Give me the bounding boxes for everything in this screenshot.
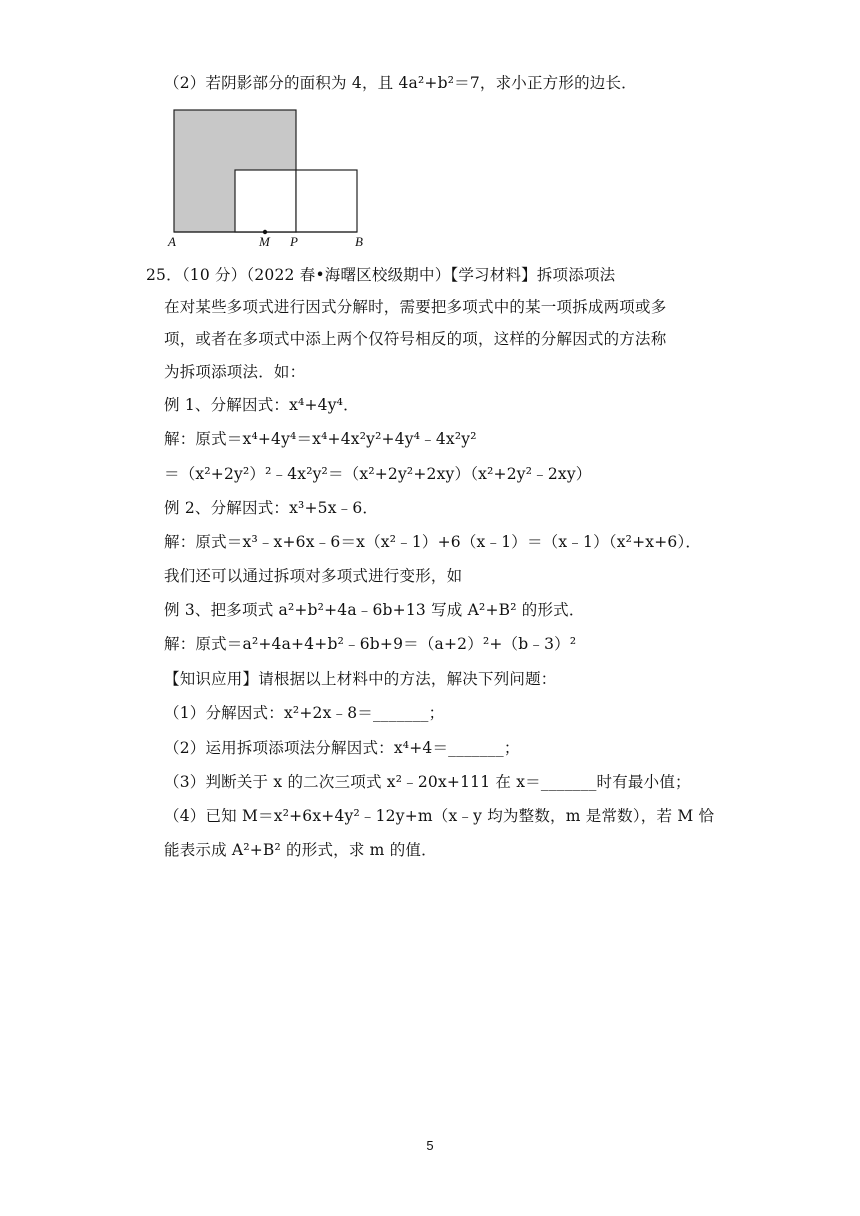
example-1: 例 1、分解因式：x⁴+4y⁴． [164,396,359,414]
question-2-previous: （2）若阴影部分的面积为 4，且 4a²+b²＝7，求小正方形的边长． [164,74,637,92]
label-a: A [168,234,176,248]
problem-1: （1）分解因式：x²+2x﹣8＝_______； [164,704,445,722]
problem-4-line-1: （4）已知 M＝x²+6x+4y²﹣12y+m（x﹣y 均为整数，m 是常数），若 M 恰 [164,807,715,825]
intro-line-3: 为拆项添项法．如： [164,363,306,381]
example-1-solution-2: ＝（x²+2y²）²﹣4x²y²＝（x²+2y²+2xy）（x²+2y²﹣2xy） [164,465,592,483]
example-3-solution: 解：原式＝a²+4a+4+b²﹣6b+9＝（a+2）²+（b﹣3）² [164,635,577,653]
small-square-left [235,170,296,232]
problem-3: （3）判断关于 x 的二次三项式 x²﹣20x+111 在 x＝_______时有最小值； [164,773,691,791]
problem-4-line-2: 能表示成 A²+B² 的形式，求 m 的值． [164,841,437,859]
example-2-solution: 解：原式＝x³﹣x+6x﹣6＝x（x²﹣1）+6（x﹣1）＝（x﹣1）（x²+x+6）． [164,533,702,551]
example-3: 例 3、把多项式 a²+b²+4a﹣6b+13 写成 A²+B² 的形式． [164,601,585,619]
knowledge-application: 【知识应用】请根据以上材料中的方法，解决下列问题： [164,670,557,688]
label-m: M [259,234,270,248]
label-p: P [290,234,298,248]
small-square-right [296,170,357,232]
transition-text: 我们还可以通过拆项对多项式进行变形，如 [164,567,463,585]
intro-line-2: 项，或者在多项式中添上两个仅符号相反的项，这样的分解因式的方法称 [164,330,667,348]
example-2: 例 2、分解因式：x³+5x﹣6． [164,499,379,517]
label-b: B [355,234,363,248]
problem-2: （2）运用拆项添项法分解因式：x⁴+4＝_______； [164,739,520,757]
example-1-solution-1: 解：原式＝x⁴+4y⁴＝x⁴+4x²y²+4y⁴﹣4x²y² [164,430,477,448]
question-25-title: 25．（10 分）（2022 春•海曙区校级期中）【学习材料】拆项添项法 [146,266,616,284]
geometry-figure [160,106,400,248]
intro-line-1: 在对某些多项式进行因式分解时，需要把多项式中的某一项拆成两项或多 [164,298,667,316]
page-number: 5 [426,1138,434,1153]
